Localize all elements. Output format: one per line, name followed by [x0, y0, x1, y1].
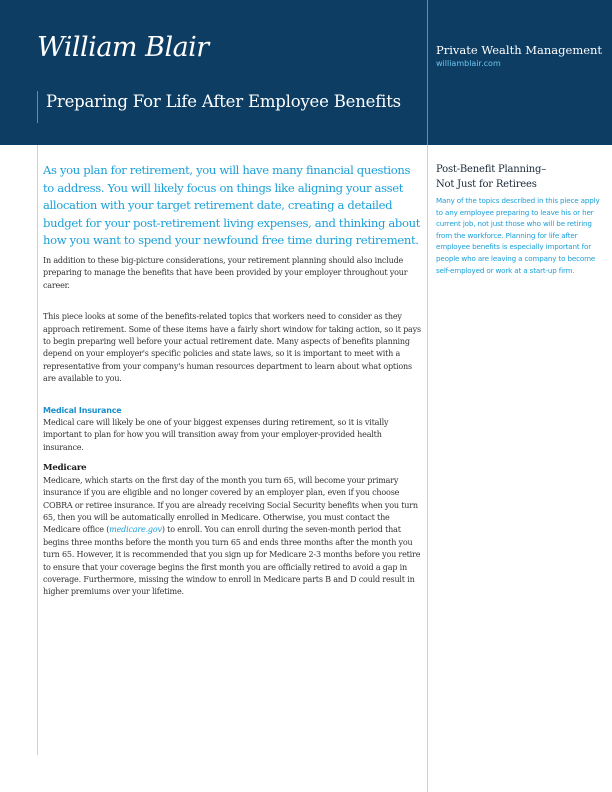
division-name: Private Wealth Management: [436, 43, 603, 57]
sidebar-title-line-2: Not Just for Retirees: [436, 179, 537, 190]
intro-text: As you plan for retirement, you will have many financial questions to address. You will likely focus on things like aligning your asset allocation with your target retirement date, creating a detailed budget for your post-retirement living expenses, and thinking about how you want to spend your newfound free time during retirement.: [43, 163, 421, 248]
medicare-text-before: Medicare, which starts on the first day of the month you turn 65, will become your primary insurance if you are eligible and no longer covered by an employer plan, even if you choose COBRA or retiree insurance. If you are already receiving Social Security benefits when you turn 65, then you will be automatically enrolled in Medicare. Otherwise, you must contact the Medicare office (: [43, 475, 418, 535]
title-accent-line: [37, 91, 38, 123]
medicare-heading: Medicare: [43, 463, 87, 474]
column-divider: [427, 145, 428, 792]
header-divider: [427, 0, 428, 145]
medicare-text-after: ) to enroll. You can enroll during the seven-month period that begins three months before the month you turn 65 and ends three months after the month you turn 65. However, it is recommended that you sign up for Medicare 2-3 months before you retire to ensure that your coverage begins the first month you are officially retired to avoid a gap in coverage. Furthermore, missing the window to enroll in Medicare parts B and D could result in higher premiums over your lifetime.: [43, 525, 421, 597]
medicare-text: [43, 475, 421, 599]
paragraph-benefits: In addition to these big-picture considerations, your retirement planning should also include preparing to manage the benefits that have been provided by your employer throughout your career.: [43, 256, 408, 290]
main-column: [43, 255, 421, 599]
page-title: Preparing For Life After Employee Benefits: [46, 92, 401, 111]
paragraph-overview: This piece looks at some of the benefits-related topics that workers need to consider as they approach retirement. Some of these items have a fairly short window for taking action, so it pays to begin preparing well before your actual retirement date. Many aspects of benefits planning depend on your employer's specific policies and state laws, so it is important to meet with a representative from your company's human resources department to learn about what options are available to you.: [43, 312, 421, 384]
sidebar-title-line-1: Post-Benefit Planning–: [436, 164, 547, 175]
medicare-link[interactable]: medicare.gov: [109, 525, 162, 535]
sidebar-text: Many of the topics described in this piece apply to any employee preparing to leave his or her current job, not just those who will be retiring from the workforce. Planning for life after employee benefits is especially important for people who are leaving a company to become self-employed or work at a start-up firm.: [436, 196, 600, 275]
intro-paragraph: [43, 162, 421, 250]
company-logo: William Blair: [37, 32, 209, 63]
website-link[interactable]: williamblair.com: [436, 59, 501, 68]
medical-insurance-text: Medical care will likely be one of your biggest expenses during retirement, so it is vitally important to plan for how you will transition away from your employer-provided health insurance.: [43, 418, 389, 452]
header-banner: [0, 0, 612, 145]
left-margin-rule: [37, 145, 38, 755]
medical-insurance-heading: Medical Insurance: [43, 405, 122, 415]
sidebar-title: [436, 162, 606, 192]
